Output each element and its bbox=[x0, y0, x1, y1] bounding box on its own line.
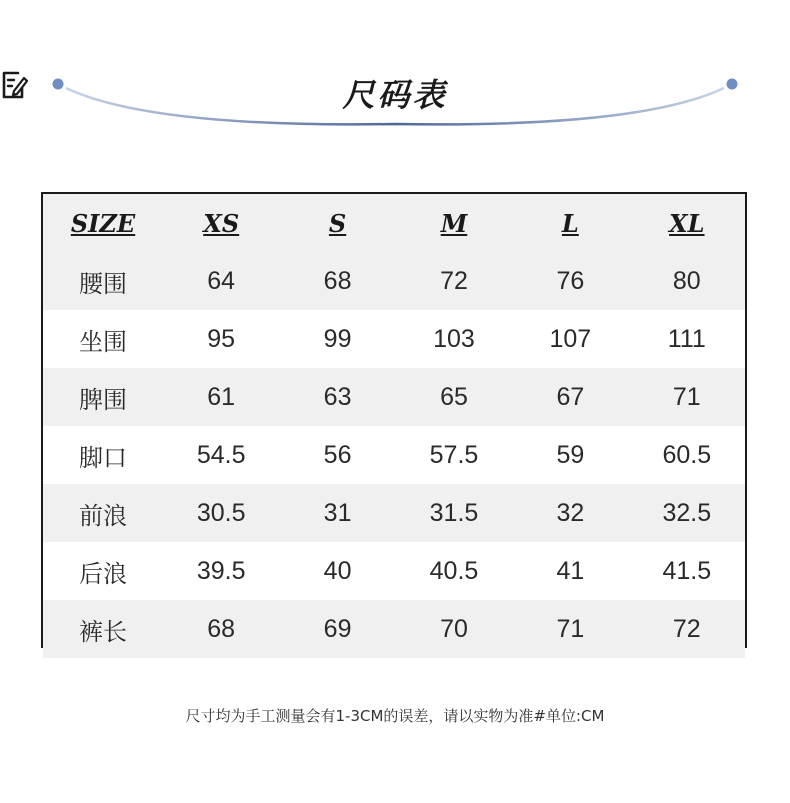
table-row bbox=[43, 310, 745, 368]
table-cell: 41 bbox=[512, 542, 628, 600]
table-cell: 61 bbox=[163, 368, 279, 426]
edit-note-icon bbox=[0, 70, 28, 100]
column-header-l: L bbox=[512, 194, 628, 252]
table-cell: 60.5 bbox=[629, 426, 745, 484]
table-cell: 111 bbox=[629, 310, 745, 368]
table-cell: 39.5 bbox=[163, 542, 279, 600]
row-label: 坐围 bbox=[43, 310, 163, 368]
table-cell: 80 bbox=[629, 252, 745, 310]
table-cell: 95 bbox=[163, 310, 279, 368]
column-header-xs: XS bbox=[163, 194, 279, 252]
column-header-m: M bbox=[396, 194, 512, 252]
table-cell: 71 bbox=[629, 368, 745, 426]
table-row bbox=[43, 542, 745, 600]
row-label: 脚口 bbox=[43, 426, 163, 484]
table-cell: 99 bbox=[279, 310, 395, 368]
table-cell: 64 bbox=[163, 252, 279, 310]
table-cell: 72 bbox=[396, 252, 512, 310]
measurement-note: 尺寸均为手工测量会有1-3CM的误差，请以实物为准#单位:CM bbox=[185, 707, 605, 725]
header-row bbox=[43, 194, 745, 252]
table-cell: 68 bbox=[163, 600, 279, 658]
table-row bbox=[43, 252, 745, 310]
column-header-xl: XL bbox=[629, 194, 745, 252]
table-cell: 68 bbox=[279, 252, 395, 310]
table-cell: 107 bbox=[512, 310, 628, 368]
table-cell: 103 bbox=[396, 310, 512, 368]
table-cell: 65 bbox=[396, 368, 512, 426]
table-cell: 57.5 bbox=[396, 426, 512, 484]
table-row bbox=[43, 600, 745, 658]
table-cell: 76 bbox=[512, 252, 628, 310]
table-row bbox=[43, 426, 745, 484]
table-cell: 56 bbox=[279, 426, 395, 484]
table-cell: 41.5 bbox=[629, 542, 745, 600]
table-cell: 72 bbox=[629, 600, 745, 658]
row-label: 后浪 bbox=[43, 542, 163, 600]
table-cell: 31 bbox=[279, 484, 395, 542]
row-label: 脾围 bbox=[43, 368, 163, 426]
table-cell: 69 bbox=[279, 600, 395, 658]
column-header-size: SIZE bbox=[43, 194, 163, 252]
column-header-s: S bbox=[279, 194, 395, 252]
table-cell: 30.5 bbox=[163, 484, 279, 542]
size-chart-table bbox=[41, 192, 747, 648]
row-label: 前浪 bbox=[43, 484, 163, 542]
table-row bbox=[43, 484, 745, 542]
row-label: 裤长 bbox=[43, 600, 163, 658]
table-cell: 32.5 bbox=[629, 484, 745, 542]
table-cell: 70 bbox=[396, 600, 512, 658]
table-cell: 40.5 bbox=[396, 542, 512, 600]
table-cell: 32 bbox=[512, 484, 628, 542]
page-title: 尺码表 bbox=[342, 76, 448, 114]
title-group bbox=[0, 70, 790, 116]
table-row bbox=[43, 368, 745, 426]
table-cell: 71 bbox=[512, 600, 628, 658]
table-cell: 59 bbox=[512, 426, 628, 484]
table-cell: 40 bbox=[279, 542, 395, 600]
row-label: 腰围 bbox=[43, 252, 163, 310]
table-cell: 54.5 bbox=[163, 426, 279, 484]
table-cell: 63 bbox=[279, 368, 395, 426]
table-cell: 67 bbox=[512, 368, 628, 426]
table-cell: 31.5 bbox=[396, 484, 512, 542]
header-banner bbox=[0, 0, 790, 140]
